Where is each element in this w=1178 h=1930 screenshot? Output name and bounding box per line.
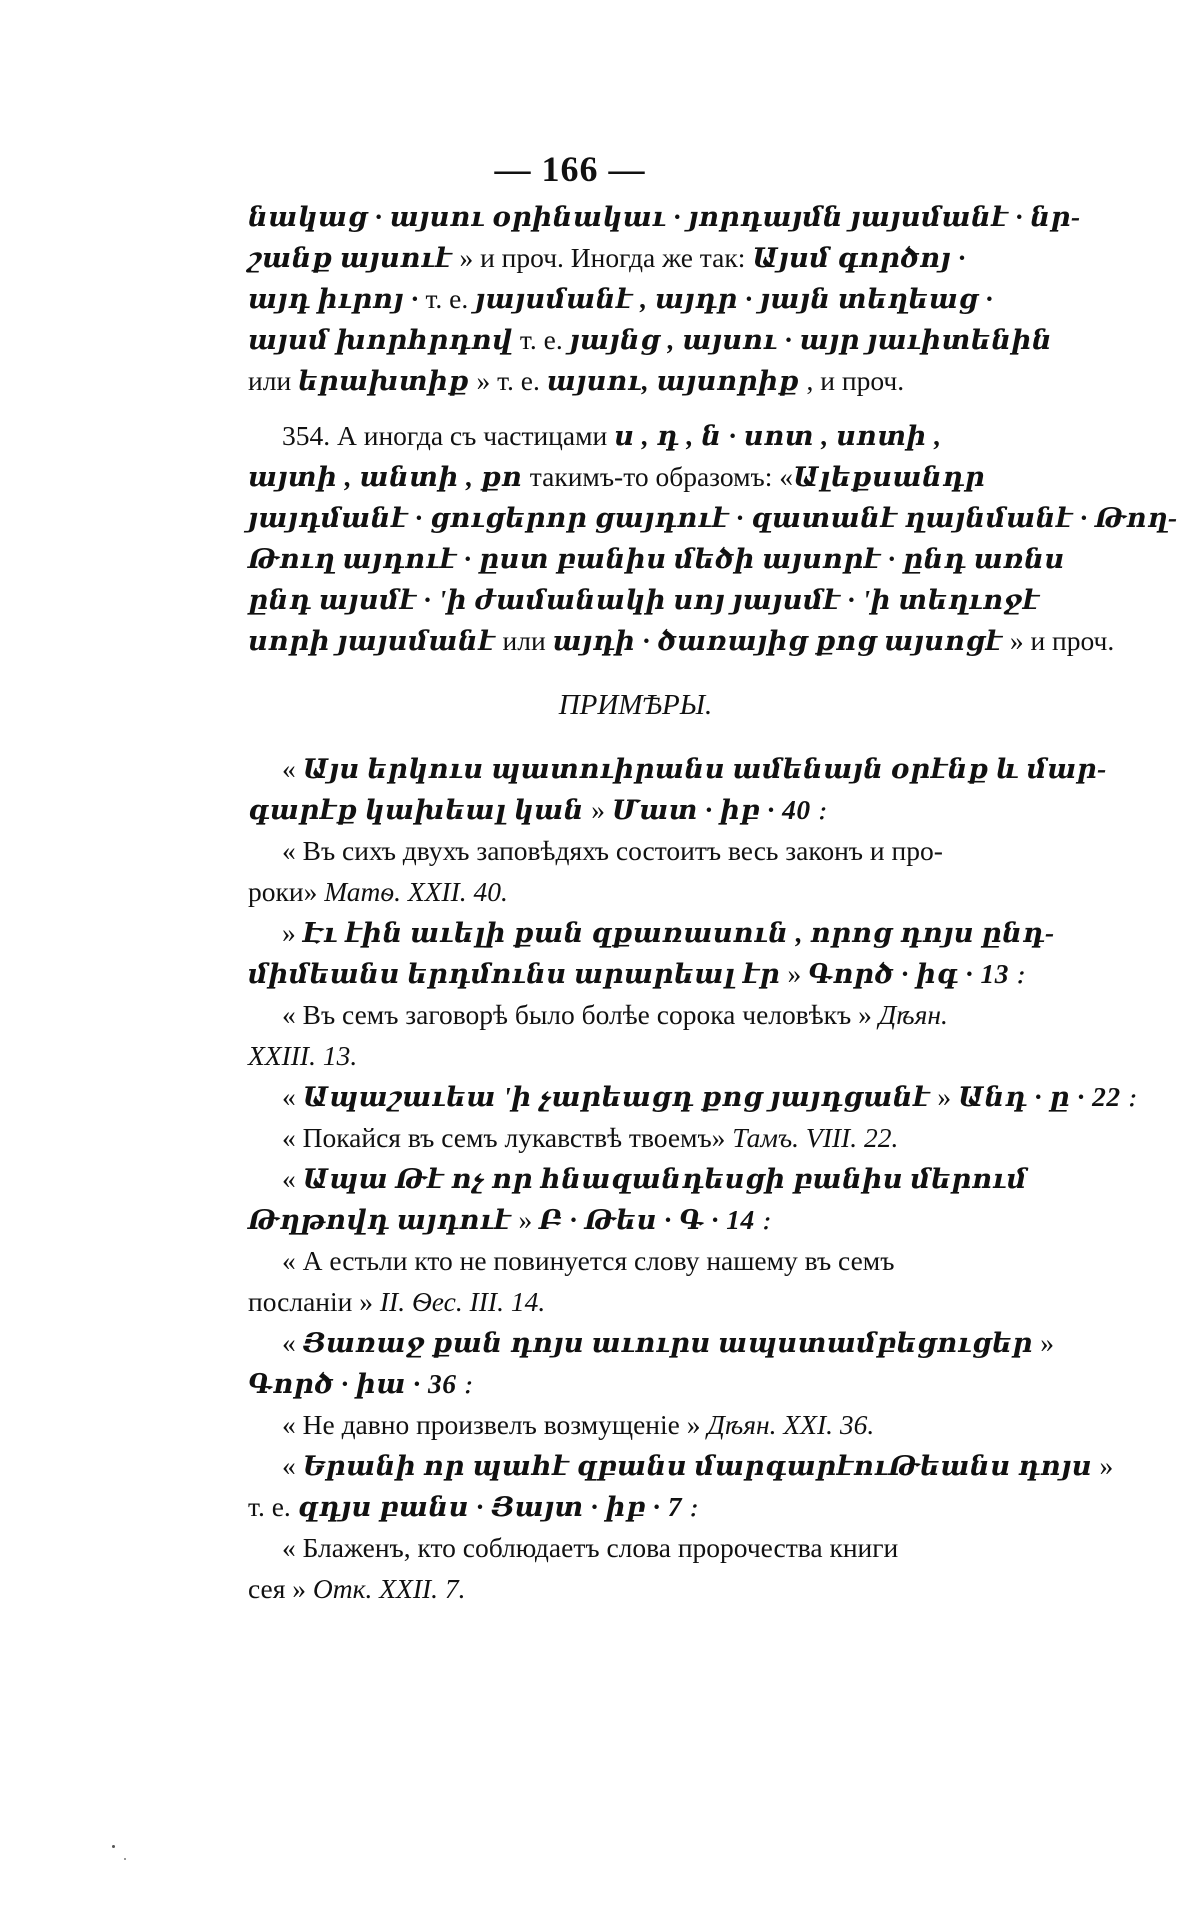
- russian-text: «: [282, 1450, 303, 1481]
- armenian-text: յայնց , այսու · այր յաւիտենին: [569, 324, 1053, 355]
- paper-speck: [112, 1845, 115, 1848]
- armenian-text: յայսմանէ , այդր · յայն տեղեաց ·: [475, 283, 994, 314]
- armenian-text: այսմ խորհրդով: [248, 324, 520, 355]
- armenian-text: Ալեքսանդր: [793, 461, 986, 492]
- citation-text: II. Ѳес. III. 14.: [379, 1286, 546, 1317]
- text-line: [248, 748, 1107, 789]
- russian-text: т. е.: [248, 1491, 298, 1522]
- page-number: — 166 —: [494, 149, 646, 189]
- text-line: [248, 1486, 1023, 1527]
- text-line: [248, 278, 1023, 319]
- russian-text: , и проч.: [806, 365, 905, 396]
- citation-text: Дѣян. XXI. 36.: [707, 1409, 875, 1440]
- text-line: [248, 1404, 1023, 1445]
- armenian-text: շանք այսուէ: [248, 242, 460, 273]
- armenian-text: Մատ · իբ · 40 ։: [611, 794, 828, 825]
- russian-text: или: [248, 365, 299, 396]
- russian-text: « Въ семъ заговорѣ было болѣе сорока человѣкъ »: [282, 999, 879, 1030]
- russian-text: » т. е.: [476, 365, 547, 396]
- armenian-text: յայդմանէ · ցուցերոր ցայդուէ · զատանէ ղայնմանէ · Թող-: [248, 502, 1178, 533]
- armenian-text: Այսմ գործոյ ·: [752, 242, 966, 273]
- text-line: [248, 1568, 1023, 1609]
- text-line: [248, 1035, 1023, 1076]
- russian-text: »: [1040, 1327, 1054, 1358]
- citation-text: Дѣян.: [878, 999, 948, 1030]
- text-line: [248, 912, 1055, 953]
- russian-text: »: [591, 794, 612, 825]
- examples-heading: ПРИМѢРЫ.: [558, 689, 713, 721]
- armenian-text: զդյս բանս · Յայտ · իբ · 7 ։: [297, 1491, 700, 1522]
- armenian-text: այտի , անտի , քո: [248, 461, 530, 492]
- text-line: [248, 360, 1023, 401]
- russian-text: « Блаженъ, кто соблюдаетъ слова пророчества книги: [282, 1532, 899, 1563]
- text-line: [248, 579, 1040, 620]
- russian-text: роки»: [248, 876, 325, 907]
- armenian-text: այսու, այսորիք: [546, 365, 807, 396]
- text-line: [248, 871, 1023, 912]
- armenian-text: Երանի որ պահէ զբանս մարգարէուԹեանս դոյս: [302, 1450, 1100, 1481]
- russian-text: « Въ сихъ двухъ заповѣдяхъ состоитъ весь законъ и про-: [282, 835, 943, 866]
- examples-list: [248, 748, 1138, 1609]
- russian-text: «: [282, 1163, 303, 1194]
- armenian-text: ընդ այսմէ · 'ի ժամանակի սոյ յայսմէ · 'ի տեղւոջէ: [248, 584, 1040, 615]
- russian-text: « Не давно произвелъ возмущеніе »: [282, 1409, 708, 1440]
- text-line: [248, 994, 1023, 1035]
- russian-text: « А естьли кто не повинуется слову нашему въ семъ: [282, 1245, 895, 1276]
- citation-text: Отк. XXII. 7.: [312, 1573, 466, 1604]
- russian-text: »: [787, 958, 809, 989]
- text-line: [248, 1363, 1023, 1404]
- russian-text: «: [282, 1081, 303, 1112]
- armenian-text: երախտիք: [298, 365, 477, 396]
- russian-text: т. е.: [519, 324, 570, 355]
- section-paragraph-354: [248, 415, 1178, 661]
- text-line: [248, 456, 1023, 497]
- text-line: [248, 1158, 1028, 1199]
- armenian-text: Թղթովդ այդուէ: [248, 1204, 519, 1235]
- text-line: [248, 319, 1053, 360]
- armenian-text: Բ · Թես · Գ · 14 ։: [539, 1204, 773, 1235]
- russian-text: » и проч. Иногда же так:: [459, 242, 753, 273]
- text-line: [248, 953, 1027, 994]
- text-line: [248, 538, 1065, 579]
- russian-text: » и проч.: [1009, 625, 1115, 656]
- text-line: [248, 237, 1023, 278]
- armenian-text: միմեանս երդմունս արարեալ էր: [248, 958, 788, 989]
- russian-text: «: [282, 753, 303, 784]
- russian-text: « Покайся въ семъ лукавствѣ твоемъ»: [282, 1122, 733, 1153]
- armenian-text: Էւ էին աւելի քան զքառասուն , որոց դոյս ընդ-: [302, 917, 1055, 948]
- armenian-text: Այս երկուս պատուիրանս ամենայն օրէնք և մար-: [302, 753, 1107, 784]
- text-line: [248, 1076, 1138, 1117]
- russian-text: »: [518, 1204, 540, 1235]
- text-line: [248, 1322, 1054, 1363]
- text-line: [248, 196, 1081, 237]
- citation-text: Тамъ. VIII. 22.: [732, 1122, 899, 1153]
- armenian-text: նակաց · այսու օրինակաւ · յորդայմն յայսմանէ · նր-: [248, 201, 1081, 232]
- text-line: [248, 830, 1023, 871]
- russian-text: сея »: [248, 1573, 313, 1604]
- text-line: [248, 1117, 1023, 1158]
- text-line: [248, 497, 1178, 538]
- text-line: [248, 789, 1023, 830]
- armenian-text: Թուղ այդուէ · ըստ բանիս մեծի այսորէ · ընդ առնս: [248, 543, 1065, 574]
- text-line: [248, 1527, 1023, 1568]
- russian-text: »: [1099, 1450, 1114, 1481]
- text-line: [248, 620, 1115, 661]
- russian-text: посланіи »: [248, 1286, 380, 1317]
- armenian-text: ս , դ , ն · սոտ , սոտի ,: [614, 420, 942, 451]
- armenian-text: Գործ · իա · 36 ։: [248, 1368, 474, 1399]
- armenian-text: սորի յայսմանէ: [248, 625, 503, 656]
- armenian-text: Ապա Թէ ոչ որ հնազանդեսցի բանիս մերում: [302, 1163, 1028, 1194]
- text-line: [248, 1240, 1023, 1281]
- russian-text: или: [502, 625, 553, 656]
- armenian-text: Գործ · իգ · 13 ։: [808, 958, 1027, 989]
- russian-text: »: [282, 917, 303, 948]
- armenian-text: այդի · ծառայից քոց այսոցէ: [552, 625, 1010, 656]
- armenian-text: Յառաջ քան դոյս աւուրս ապստամբեցուցեր: [302, 1327, 1041, 1358]
- page-body: [248, 196, 1178, 1609]
- russian-text: такимъ-то образомъ: «: [529, 461, 793, 492]
- russian-text: «: [282, 1327, 303, 1358]
- russian-text: т. е.: [418, 283, 476, 314]
- citation-text: XXIII. 13.: [248, 1040, 358, 1071]
- text-line: [248, 1445, 1114, 1486]
- paper-speck: [124, 1858, 126, 1860]
- armenian-text: Անդ · ը · 22 ։: [958, 1081, 1138, 1112]
- text-line: [248, 1281, 1023, 1322]
- text-line: [248, 1199, 1023, 1240]
- armenian-text: գարէք կախեալ կան: [248, 794, 592, 825]
- russian-text: »: [937, 1081, 959, 1112]
- citation-text: Матѳ. XXII. 40.: [324, 876, 508, 907]
- text-line: [248, 415, 1023, 456]
- section-paragraph-continuation: [248, 196, 1081, 401]
- armenian-text: Ապաշաւեա 'ի չարեացդ քոց յայդցանէ: [302, 1081, 938, 1112]
- russian-text: 354. А иногда съ частицами: [282, 420, 615, 451]
- armenian-text: այդ իւրոյ ·: [248, 283, 419, 314]
